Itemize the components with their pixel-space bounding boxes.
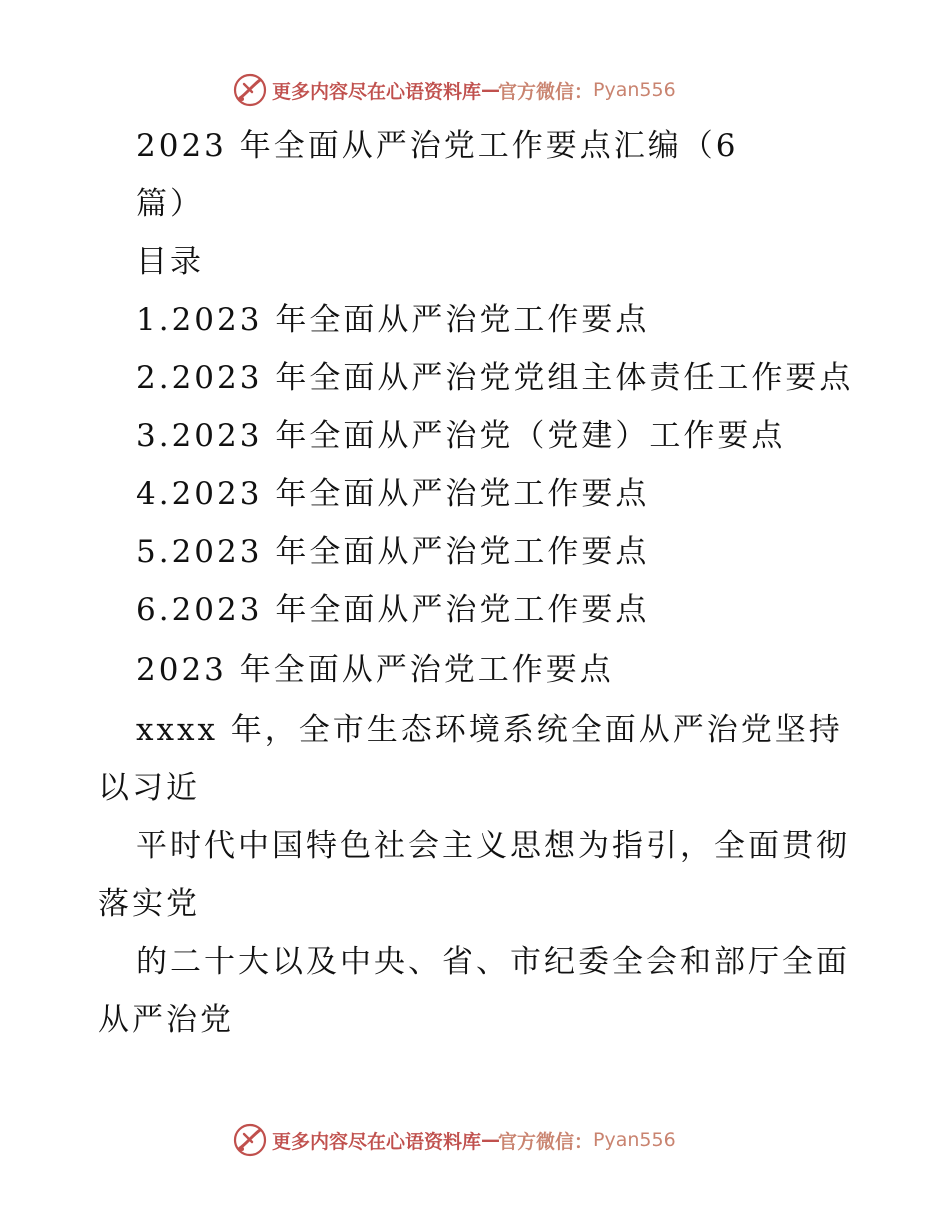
watermark-sub: 官方微信： bbox=[498, 1130, 594, 1153]
paragraph-line-5: 的二十大以及中央、省、市纪委全会和部厅全面 bbox=[136, 944, 850, 980]
toc-item-3: 3.2023 年全面从严治党（党建）工作要点 bbox=[136, 418, 786, 454]
toc-item-6: 6.2023 年全面从严治党工作要点 bbox=[136, 592, 650, 628]
paragraph-line-3: 平时代中国特色社会主义思想为指引，全面贯彻 bbox=[136, 828, 850, 864]
toc-item-1: 1.2023 年全面从严治党工作要点 bbox=[136, 302, 650, 338]
paragraph-line-4: 落实党 bbox=[98, 886, 200, 922]
toc-heading: 目录 bbox=[136, 244, 204, 280]
watermark-sub: 官方微信： bbox=[498, 80, 594, 103]
section-title: 2023 年全面从严治党工作要点 bbox=[136, 652, 614, 688]
watermark-id: Pyan556 bbox=[593, 79, 676, 101]
document-title-line-2: 篇） bbox=[136, 186, 204, 222]
paragraph-line-1: xxxx 年，全市生态环境系统全面从严治党坚持 bbox=[136, 712, 843, 748]
pen-logo-icon bbox=[232, 1122, 268, 1158]
footer-watermark bbox=[232, 1122, 712, 1158]
toc-item-5: 5.2023 年全面从严治党工作要点 bbox=[136, 534, 650, 570]
header-watermark bbox=[232, 72, 712, 108]
paragraph-line-6: 从严治党 bbox=[98, 1002, 234, 1038]
watermark-text: 更多内容尽在心语资料库 bbox=[272, 1130, 482, 1153]
pen-logo-icon bbox=[232, 72, 268, 108]
watermark-dash: — bbox=[481, 79, 499, 101]
watermark-text: 更多内容尽在心语资料库 bbox=[272, 80, 482, 103]
toc-item-4: 4.2023 年全面从严治党工作要点 bbox=[136, 476, 650, 512]
paragraph-line-2: 以习近 bbox=[98, 770, 200, 806]
document-title-line-1: 2023 年全面从严治党工作要点汇编（6 bbox=[136, 128, 739, 164]
watermark-id: Pyan556 bbox=[593, 1129, 676, 1151]
watermark-dash: — bbox=[481, 1129, 499, 1151]
toc-item-2: 2.2023 年全面从严治党党组主体责任工作要点 bbox=[136, 360, 854, 396]
